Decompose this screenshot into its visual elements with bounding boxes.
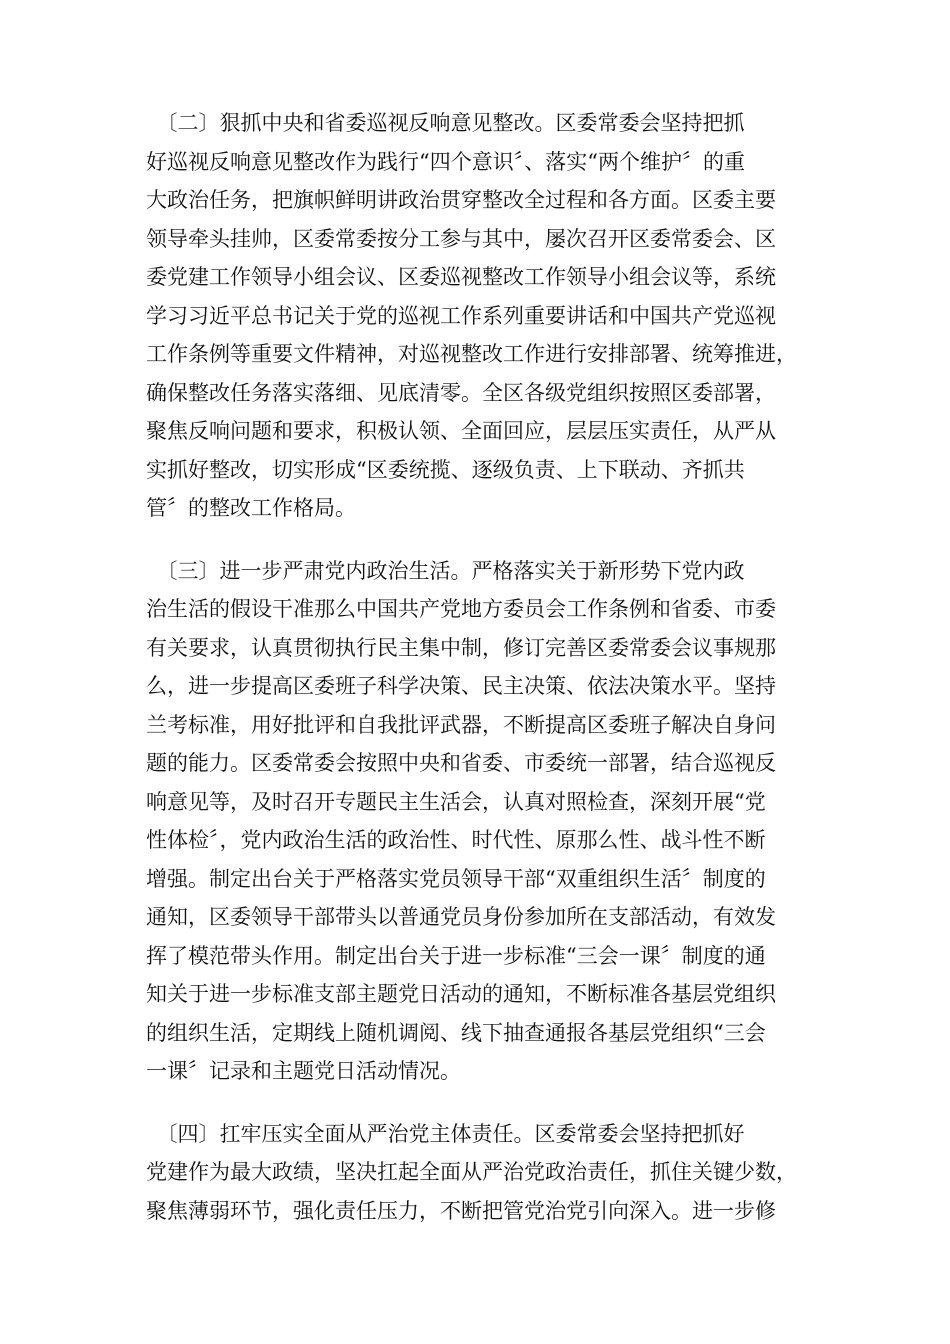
text-line: 增强。制定出台关于严格落实党员领导干部“双重组织生活〞制度的 <box>146 866 766 891</box>
text-line: 挥了模范带头作用。制定出台关于进一步标准“三会一课〞制度的通 <box>146 943 766 968</box>
text-line: 聚焦薄弱环节，强化责任压力，不断把管党治党引向深入。进一步修 <box>146 1198 776 1223</box>
text-line: 委党建工作领导小组会议、区委巡视整改工作领导小组会议等，系统 <box>146 265 776 289</box>
text-line: 确保整改任务落实落细、见底清零。全区各级党组织按照区委部署， <box>146 380 776 405</box>
paragraph-4 <box>146 1115 806 1231</box>
text-line: 实抓好整改，切实形成“区委统揽、逐级负责、上下联动、齐抓共 <box>146 457 745 482</box>
document-page <box>146 104 806 1230</box>
text-line: 〔四〕扛牢压实全面从严治党主体责任。区委常委会坚持把抓好 <box>146 1121 745 1146</box>
text-line: 响意见等，及时召开专题民主生活会，认真对照检查，深刻开展“党 <box>146 789 766 814</box>
text-line: 一课〞记录和主题党日活动情况。 <box>146 1059 461 1083</box>
text-line: 兰考标准，用好批评和自我批评武器，不断提高区委班子解决自身问 <box>146 712 776 737</box>
text-line: 好巡视反响意见整改作为践行“四个意识〞、落实“两个维护〞的重 <box>146 149 745 174</box>
text-line: 性体检〞，党内政治生活的政治性、时代性、原那么性、战斗性不断 <box>146 828 766 852</box>
text-line: 〔三〕进一步严肃党内政治生活。严格落实关于新形势下党内政 <box>146 558 745 583</box>
text-line: 的组织生活，定期线上随机调阅、线下抽查通报各基层党组织“三会 <box>146 1020 766 1045</box>
text-line: 党建作为最大政绩，坚决扛起全面从严治党政治责任，抓住关键少数， <box>146 1160 797 1184</box>
text-line: 领导牵头挂帅，区委常委按分工参与其中，屡次召开区委常委会、区 <box>146 226 776 251</box>
text-line: 工作条例等重要文件精神，对巡视整改工作进行安排部署、统筹推进， <box>146 342 797 366</box>
text-line: 大政治任务，把旗帜鲜明讲政治贯穿整改全过程和各方面。区委主要 <box>146 188 776 212</box>
text-line: 学习习近平总书记关于党的巡视工作系列重要讲话和中国共产党巡视 <box>146 303 776 328</box>
text-line: 管〞的整改工作格局。 <box>146 496 356 520</box>
text-line: 题的能力。区委常委会按照中央和省委、市委统一部署，结合巡视反 <box>146 751 776 775</box>
text-line: 〔二〕狠抓中央和省委巡视反响意见整改。区委常委会坚持把抓 <box>146 111 745 135</box>
text-line: 知关于进一步标准支部主题党日活动的通知，不断标准各基层党组织 <box>146 982 776 1006</box>
text-line: 么，进一步提高区委班子科学决策、民主决策、依法决策水平。坚持 <box>146 674 776 698</box>
text-line: 聚焦反响问题和要求，积极认领、全面回应，层层压实责任，从严从 <box>146 419 776 443</box>
paragraph-3 <box>146 552 806 1091</box>
text-line: 通知，区委领导干部带头以普通党员身份参加所在支部活动，有效发 <box>146 905 776 929</box>
text-line: 治生活的假设干准那么中国共产党地方委员会工作条例和省委、市委 <box>146 597 776 621</box>
paragraph-2 <box>146 104 806 528</box>
text-line: 有关要求，认真贯彻执行民主集中制，修订完善区委常委会议事规那 <box>146 635 776 660</box>
